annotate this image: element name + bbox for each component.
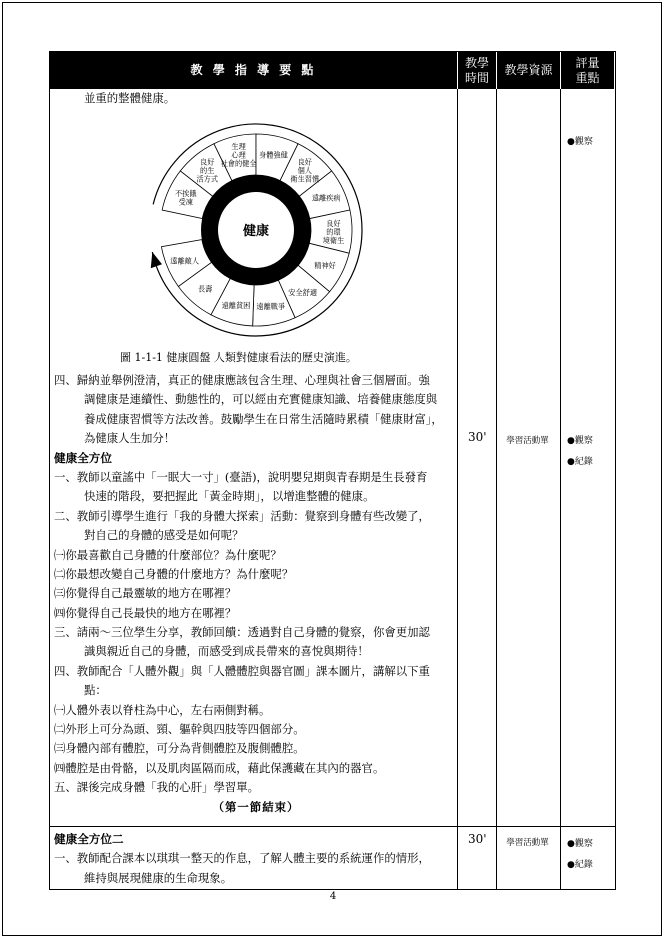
text-line: ㈡你最想改變自己身體的什麼地方？為什麼呢？ [54, 566, 294, 581]
text-line: 四、歸納並舉例澄清，真正的健康應該包含生理、心理與社會三個層面。強 [54, 373, 430, 387]
text-line: ㈢你覺得自己最靈敏的地方在哪裡？ [54, 586, 237, 601]
eval-observe-top: ●觀察 [567, 137, 593, 147]
text-line: 並重的整體健康。 [84, 91, 176, 105]
lesson-table [49, 51, 616, 890]
header-time: 教學 時間 [457, 52, 496, 89]
text-line: ㈣你覺得自己長最快的地方在哪裡？ [54, 605, 237, 620]
diagram-segment-label: 生理心理社會的健全 [220, 141, 257, 168]
text-line: ㈠人體外表以脊柱為中心，左右兩側對稱。 [54, 702, 271, 717]
diagram-segment-label: 身體強健 [259, 150, 288, 160]
text-line: ㈢身體內部有體腔，可分為背側體腔及腹側體腔。 [54, 741, 305, 756]
text-line: 調健康是連續性、動態性的，可以經由充實健康知識、培養健康態度與 [84, 392, 438, 407]
page-number: 4 [329, 891, 337, 902]
diagram-segment-label: 良好個人衛生習慣 [290, 157, 320, 184]
text-line: 快速的階段，要把握此「黃金時期」，以增進整體的健康。 [84, 489, 375, 504]
section2-resource: 學習活動單 [506, 838, 549, 848]
diagram-segment-label: 不挨餓受凍 [174, 188, 197, 207]
section2-text [54, 830, 458, 888]
section1-text-top [54, 89, 458, 108]
diagram-caption: 圖 1-1-1 健康圓盤 人類對健康看法的歷史演進。 [120, 351, 357, 364]
health-disc-diagram [138, 116, 386, 344]
text-line: 四、教師配合「人體外觀」與「人體體腔與器官圖」課本圖片，講解以下重 [54, 663, 430, 678]
text-line: ㈠你最喜歡自己身體的什麼部位？為什麼呢？ [54, 547, 282, 562]
text-line: 一、教師以童謠中「一眠大一寸」(臺語)，說明嬰兒期與青春期是生長發育 [54, 469, 428, 484]
section-heading: 健康全方位二 [54, 832, 124, 846]
section-end-marker: （第一節結束） [212, 799, 300, 814]
text-line: 維持與展現健康的生命現象。 [84, 870, 233, 885]
diagram-arrow-head [151, 252, 162, 268]
col-divider [496, 89, 497, 889]
header-eval: 評量 重點 [560, 52, 614, 89]
diagram-segment-label: 長壽 [197, 284, 213, 294]
diagram-segment-label: 遠離疾病 [311, 193, 341, 203]
section1-time: 30' [468, 430, 487, 444]
text-line: 三、請兩～三位學生分享，教師回饋：透過對自己身體的覺察，你會更加認 [54, 625, 430, 640]
text-line: 一、教師配合課本以琪琪一整天的作息，了解人體主要的系統運作的情形， [54, 851, 430, 866]
text-line: 二、教師引導學生進行「我的身體大探索」活動：覺察到身體有些改變了， [54, 508, 430, 523]
diagram-segment-label: 精神好 [314, 261, 336, 271]
diagram-segment-label: 安全舒適 [288, 287, 318, 297]
text-line: 為健康人生加分！ [84, 431, 176, 446]
diagram-segment-label: 良好的生活方式 [196, 157, 219, 184]
text-line: ㈡外形上可分為頭、頸、軀幹與四肢等四個部分。 [54, 722, 305, 737]
section2-eval-observe: ●觀察 [567, 839, 593, 849]
diagram-segment-label: 遠離貧困 [221, 300, 251, 310]
text-line: 點： [84, 683, 107, 698]
diagram-segment-label: 良好的環境衛生 [322, 218, 345, 245]
section2-eval-record: ●紀錄 [567, 860, 593, 870]
text-line: 五、課後完成身體「我的心肝」學習單。 [54, 780, 260, 795]
diagram-center-label: 健康 [242, 224, 270, 239]
diagram-segment-label: 遠離戰爭 [256, 302, 286, 312]
section1-text [54, 371, 458, 817]
section1-eval-record: ●紀錄 [567, 457, 593, 467]
header-main: 教 學 指 導 要 點 [190, 63, 317, 77]
text-line: ㈣體腔是由骨骼，以及肌肉區隔而成，藉此保護藏在其內的器官。 [54, 760, 385, 775]
col-divider [560, 89, 561, 889]
section1-resource: 學習活動單 [506, 436, 549, 446]
text-line: 對自己的身體的感受是如何呢？ [84, 528, 244, 543]
section2-time: 30' [468, 832, 487, 846]
header-resource: 教學資源 [496, 52, 560, 89]
section1-eval-observe: ●觀察 [567, 436, 593, 446]
table-header [50, 52, 614, 89]
diagram-segment-label: 遠離敵人 [170, 256, 200, 266]
text-line: 識與親近自己的身體，而感受到成長帶來的喜悅與期待！ [84, 644, 369, 659]
row-divider [50, 826, 615, 827]
text-line: 養成健康習慣等方法改善。鼓勵學生在日常生活隨時累積「健康財富」， [84, 411, 443, 426]
section-heading: 健康全方位 [54, 450, 112, 465]
